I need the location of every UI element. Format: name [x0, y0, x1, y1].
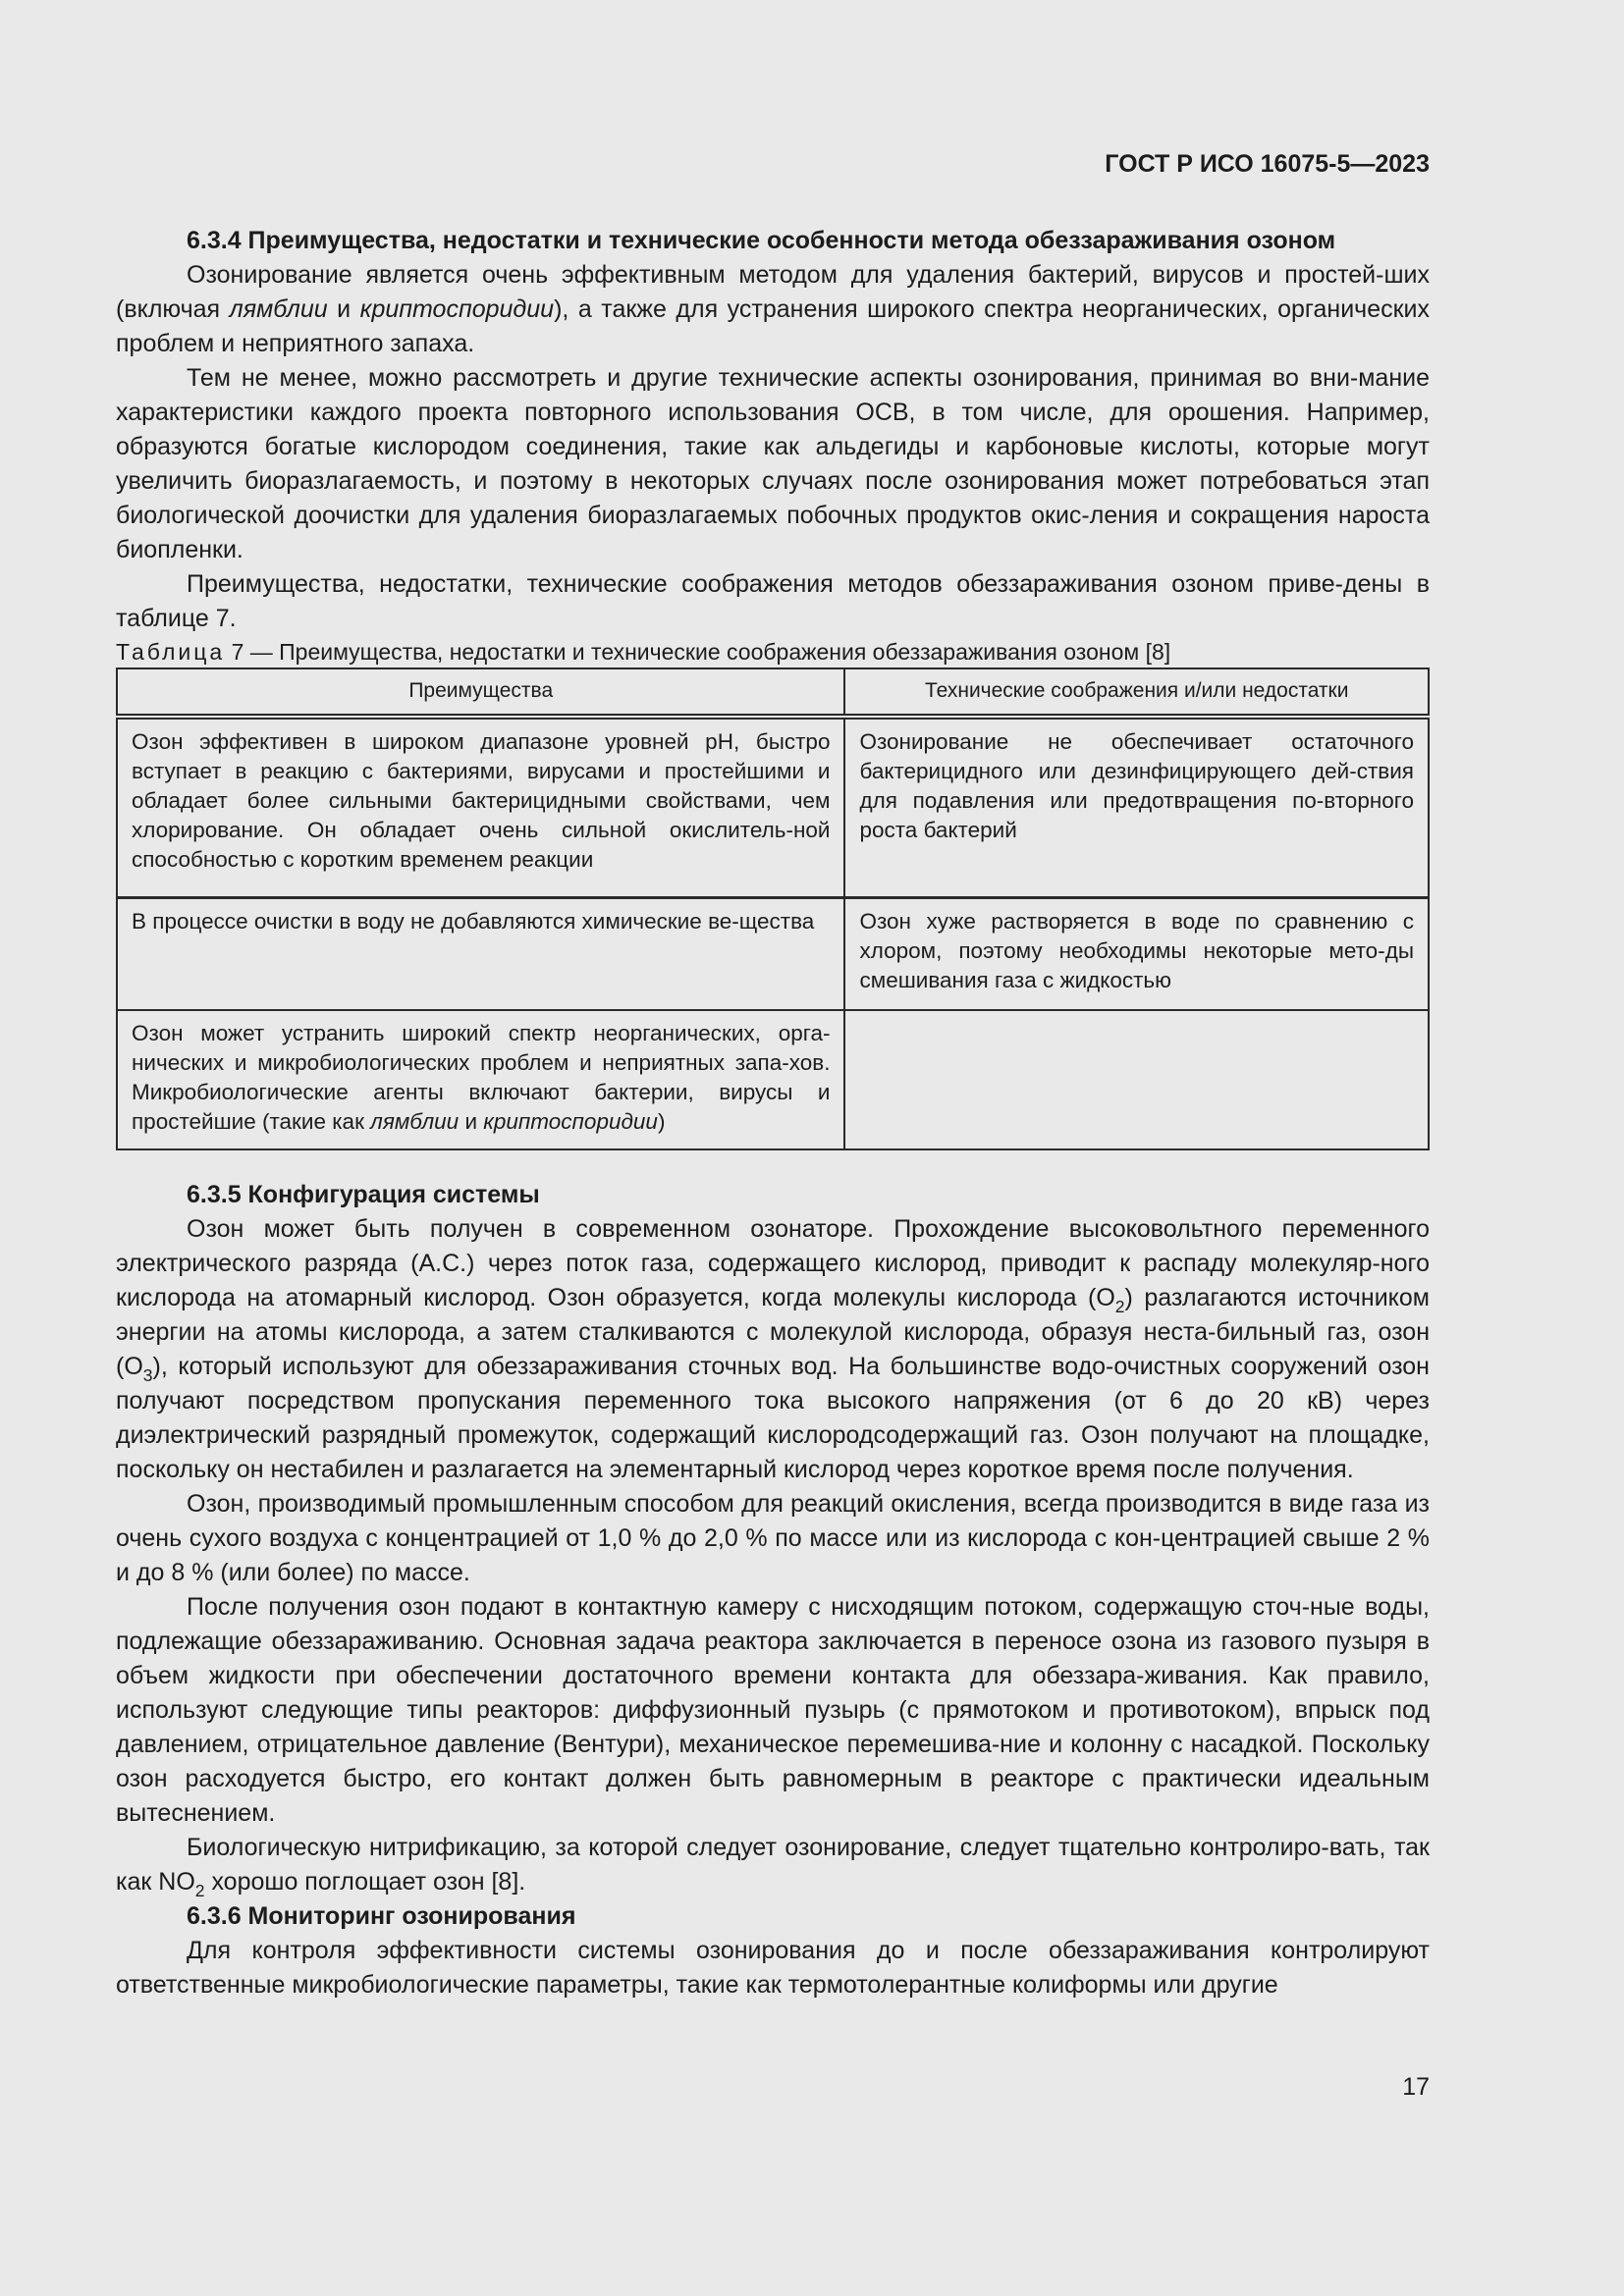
- table-cell: Озон хуже растворяется в воде по сравнению с хлором, поэтому необходимы некоторые мето-ды смешивания газа с жидкостью: [844, 898, 1429, 1011]
- table-cell: Озон может устранить широкий спектр неорганических, орга-нических и микробиологических проблем и неприятных запа-хов. Микробиологические агенты включают бактерии, вирусы и простейшие (такие как лямблии и криптоспоридии): [117, 1010, 844, 1149]
- table-caption: Таблица 7 — Преимущества, недостатки и технические соображения обеззараживания озоном [8]: [116, 639, 1171, 665]
- page-number: 17: [1402, 2073, 1430, 2101]
- table-row: [117, 1010, 1429, 1149]
- table-cell-empty: [844, 1010, 1429, 1149]
- column-header-considerations: Технические соображения и/или недостатки: [844, 668, 1429, 717]
- paragraph: Озон может быть получен в современном озонаторе. Прохождение высоковольтного переменного электрического разряда (А.С.) через поток газа, содержащего кислород, приводит к распаду молекуляр-ного кислорода на атомарный кислород. Озон образуется, когда молекулы кислорода $(O_2)$ разлагаются источником энергии на атомы кислорода, а затем сталкиваются с молекулой кислорода, образуя неста-бильный газ, озон $(O_3)$, который используют для обеззараживания сточных вод. На большинстве водо-очистных сооружений озон получают посредством пропускания переменного тока высокого напряжения (от 6 до 20 кВ) через диэлектрический разрядный промежуток, содержащий кислородсодержащий газ. Озон получают на площадке, поскольку он нестабилен и разлагается на элементарный кислород через короткое время после получения.: [116, 1215, 1430, 1483]
- paragraph: Биологическую нитрификацию, за которой следует озонирование, следует тщательно контролиро-вать, так как $NO_2$ хорошо поглощает озон [8].: [116, 1834, 1430, 1900]
- table-cell: Озонирование не обеспечивает остаточного бактерицидного или дезинфицирующего дей-ствия для подавления или предотвращения по-вторного роста бактерий: [844, 717, 1429, 898]
- paragraph: Озон, производимый промышленным способом для реакций окисления, всегда производится в виде газа из очень сухого воздуха с концентрацией от 1,0 % до 2,0 % по массе или из кислорода с кон-центрацией свыше 2 % и до 8 % (или более) по массе.: [116, 1490, 1430, 1586]
- table-row: [117, 898, 1429, 1011]
- section-heading-6-3-4: 6.3.4 Преимущества, недостатки и технические особенности метода обеззараживания озоном: [187, 227, 1336, 254]
- paragraph: После получения озон подают в контактную камеру с нисходящим потоком, содержащую сточ-ные воды, подлежащие обеззараживанию. Основная задача реактора заключается в переносе озона из газового пузыря в объем жидкости при обеспечении достаточного времени контакта для обеззара-живания. Как правило, используют следующие типы реакторов: диффузионный пузырь (с прямотоком и противотоком), впрыск под давлением, отрицательное давление (Вентури), механическое перемешива-ние и колонну с насадкой. Поскольку озон расходуется быстро, его контакт должен быть равномерным в реакторе с практически идеальным вытеснением.: [116, 1593, 1430, 1827]
- paragraph: Озонирование является очень эффективным методом для удаления бактерий, вирусов и простей-ших (включая лямблии и криптоспоридии), а также для устранения широкого спектра неорганических, органических проблем и неприятного запаха.: [116, 261, 1431, 357]
- section-heading-6-3-6: 6.3.6 Мониторинг озонирования: [187, 1902, 576, 1930]
- column-header-advantages: Преимущества: [117, 668, 844, 717]
- table-7: [116, 667, 1430, 1150]
- paragraph: Для контроля эффективности системы озонирования до и после обеззараживания контролируют ответственные микробиологические параметры, такие как термотолерантные колиформы или другие: [116, 1937, 1430, 1999]
- document-header: ГОСТ Р ИСО 16075-5—2023: [1105, 150, 1430, 178]
- table-cell: В процессе очистки в воду не добавляются химические ве-щества: [117, 898, 844, 1011]
- table-row: [117, 717, 1429, 898]
- paragraph: Преимущества, недостатки, технические соображения методов обеззараживания озоном приве-дены в таблице 7.: [116, 570, 1430, 632]
- table-cell: Озон эффективен в широком диапазоне уровней pH, быстро вступает в реакцию с бактериями, вирусами и простейшими и обладает более сильными бактерицидными свойствами, чем хлорирование. Он обладает очень сильной окислитель-ной способностью с коротким временем реакции: [117, 717, 844, 898]
- section-heading-6-3-5: 6.3.5 Конфигурация системы: [187, 1181, 540, 1208]
- table-header-row: [117, 668, 1429, 717]
- page-content: [116, 224, 1430, 2002]
- paragraph: Тем не менее, можно рассмотреть и другие технические аспекты озонирования, принимая во вни-мание характеристики каждого проекта повторного использования ОСВ, в том числе, для орошения. Например, образуются богатые кислородом соединения, такие как альдегиды и карбоновые кислоты, которые могут увеличить биоразлагаемость, и поэтому в некоторых случаях после озонирования может потребоваться этап биологической доочистки для удаления биоразлагаемых побочных продуктов окис-ления и сокращения нароста биопленки.: [116, 364, 1430, 563]
